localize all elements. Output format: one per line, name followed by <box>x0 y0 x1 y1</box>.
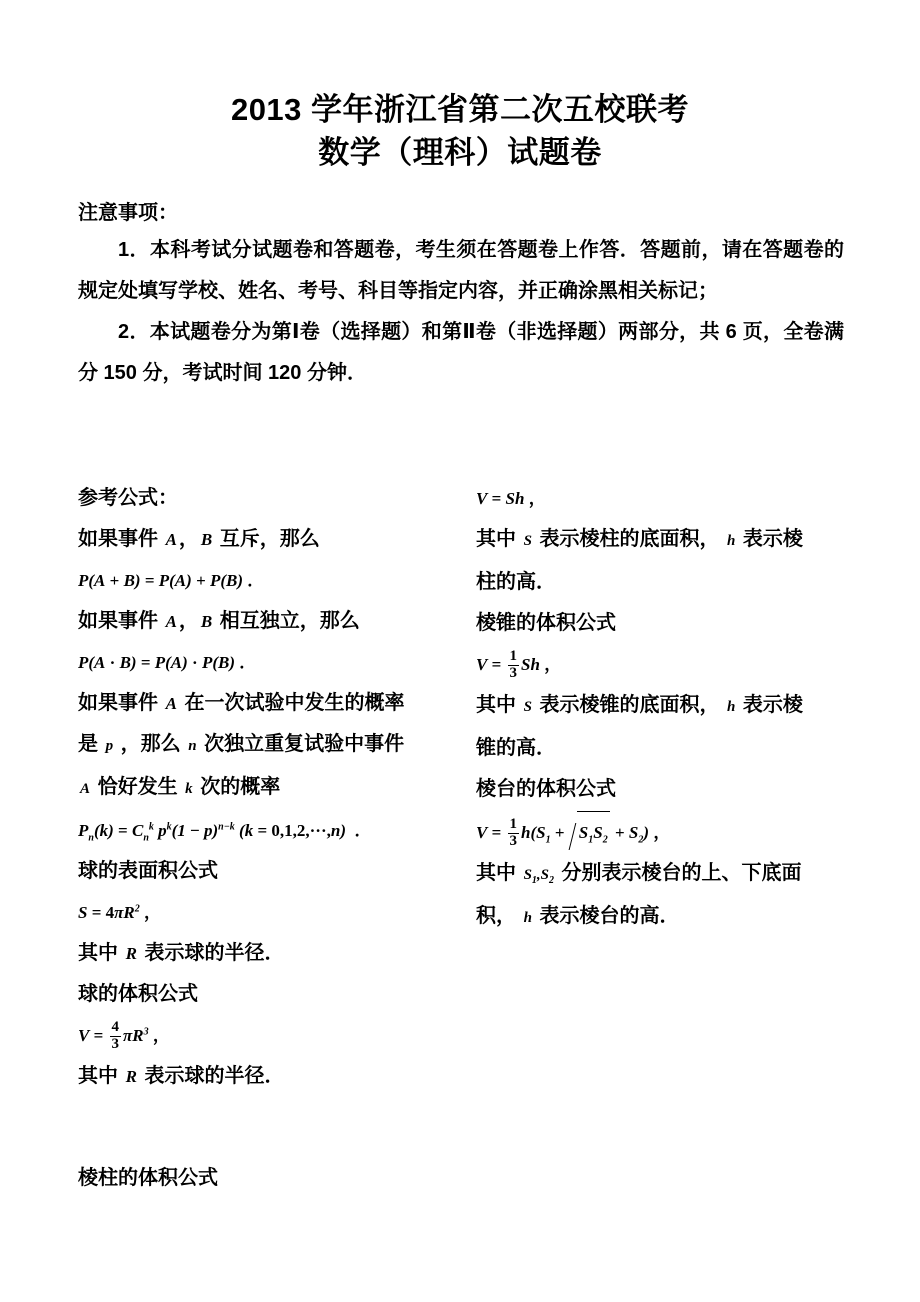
reference-formulas-section <box>78 478 848 1218</box>
bernoulli-intro-line-3: A 恰好发生 k 次的概率 <box>80 776 281 798</box>
sphere-surface-formula: $S = 4\pi R^2$ ， <box>78 903 162 922</box>
prism-volume-heading: 棱柱的体积公式 <box>78 1167 218 1189</box>
pyramid-volume-formula: V = $\frac{1}{3}$ Sh ， <box>476 647 562 681</box>
sphere-volume-heading: 球的体积公式 <box>78 983 198 1005</box>
notice-heading: 注意事项： <box>78 202 178 224</box>
sphere-volume-note: 其中 R 表示球的半径． <box>78 1065 285 1087</box>
formulas-right-column <box>476 478 848 939</box>
pyramid-volume-heading: 棱锥的体积公式 <box>476 612 616 634</box>
title-line-2: 数学（理科）试题卷 <box>318 135 602 170</box>
frustum-note-line-2: 积， h 表示棱台的高． <box>476 905 680 927</box>
formulas-left-column <box>78 478 458 1199</box>
prism-volume-formula: V = Sh ， <box>476 489 546 508</box>
sphere-volume-formula: V = $\frac{4}{3}$ $\pi R^3$ ， <box>78 1018 170 1052</box>
pyramid-note-line-2: 锥的高． <box>476 737 556 759</box>
bernoulli-formula: $P_n(k) = C_n^k$ $p^k(1 - p)^{n-k}$ (k = 0,1,2,···,n) ． <box>78 821 372 844</box>
notice-item-1: 1．本科考试分试题卷和答题卷，考生须在答题卷上作答．答题前，请在答题卷的规定处填写学校、姓名、考号、科目等指定内容，并正确涂黑相关标记； <box>78 239 844 302</box>
frustum-volume-heading: 棱台的体积公式 <box>476 778 616 800</box>
bernoulli-intro-line-2: 是 p ，那么 n 次独立重复试验中事件 <box>78 733 405 755</box>
multiplication-rule-formula: P(A · B) = P(A) · P(B) ． <box>78 653 257 672</box>
notice-section <box>78 196 844 394</box>
pyramid-note-line-1: 其中 S 表示棱锥的底面积， h 表示棱 <box>476 694 803 716</box>
title-line-1: 2013 学年浙江省第二次五校联考 <box>230 92 690 127</box>
prism-note-line-2: 柱的高． <box>476 571 556 593</box>
column-gap-spacer-small <box>78 1138 458 1158</box>
bernoulli-intro-line-1: 如果事件 A 在一次试验中发生的概率 <box>78 692 405 714</box>
mutually-exclusive-intro: 如果事件 A ， B 互斥，那么 <box>78 528 320 550</box>
formulas-heading: 参考公式： <box>78 487 178 509</box>
frustum-volume-formula: V = $\frac{1}{3}$ $h(S_1 + S_1S_2 + S_2)$ ， <box>476 810 848 853</box>
page-title <box>0 88 920 174</box>
sphere-surface-heading: 球的表面积公式 <box>78 860 218 882</box>
addition-rule-formula: P(A + B) = P(A) + P(B) ． <box>78 571 265 590</box>
independent-intro: 如果事件 A ， B 相互独立，那么 <box>78 610 360 632</box>
frustum-note-line-1: 其中 $S_1,S_2$ 分别表示棱台的上、下底面 <box>476 862 802 886</box>
prism-note-line-1: 其中 S 表示棱柱的底面积， h 表示棱 <box>476 528 803 550</box>
column-gap-spacer <box>78 1097 458 1138</box>
sphere-surface-note: 其中 R 表示球的半径． <box>78 942 285 964</box>
notice-item-2: 2．本试题卷分为第Ⅰ卷（选择题）和第Ⅱ卷（非选择题）两部分，共 6 页，全卷满分 150 分，考试时间 120 分钟． <box>78 321 844 384</box>
